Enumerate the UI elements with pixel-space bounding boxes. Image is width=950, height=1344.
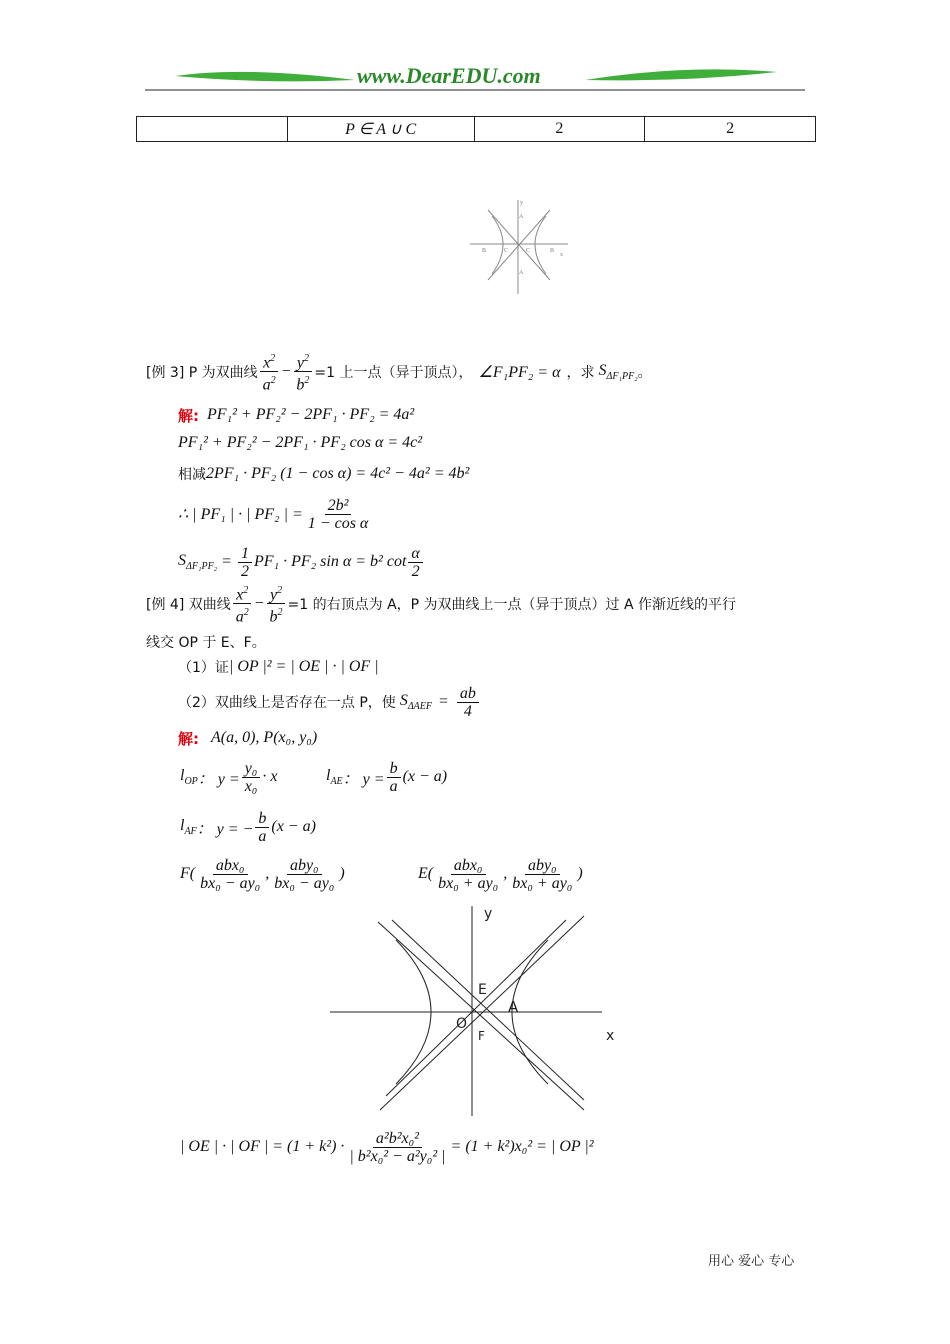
example3-line: [例 3] P 为双曲线 $\frac{x^2}{a^2}$ − $\frac{y^2}{b^2}$ =1 上一点（异于顶点）， ∠F₁PF₂ = α ，求 $S_{\Delta F_1PF_2}$ 。 bbox=[146, 350, 652, 394]
fig-label: O bbox=[456, 1016, 468, 1032]
fraction: $\frac{\text{abx₀}}{\text{bx₀ − ay₀}}$ bbox=[200, 856, 261, 892]
line-subscript: AF bbox=[184, 826, 197, 838]
question-2 bbox=[178, 682, 481, 722]
area-symbol: S bbox=[178, 551, 186, 569]
solution-label: 解: bbox=[178, 406, 199, 425]
comma: , bbox=[503, 865, 508, 882]
point-label: E( bbox=[418, 865, 434, 882]
fig-label: C bbox=[504, 248, 509, 254]
equation: 2PF₁ · PF₂ (1 − cos α) = 4c² − 4a² = 4b² bbox=[206, 465, 470, 482]
equation: ： y = bbox=[197, 770, 240, 788]
solution3 bbox=[178, 402, 469, 586]
fig-label: A bbox=[519, 270, 524, 276]
equation: PF₁² + PF₂² − 2PF₁ · PF₂ = 4a² bbox=[207, 406, 415, 423]
area-subscript: ΔF₁PF₂ bbox=[186, 561, 218, 573]
equation: ： y = bbox=[342, 770, 385, 788]
line-subscript: OP bbox=[184, 776, 198, 788]
logo-text: www.DearEDU.com bbox=[357, 63, 541, 88]
equation: = (1 + k²)x₀² = | OP |² bbox=[450, 1138, 594, 1155]
table-cell bbox=[137, 117, 288, 142]
example3-middle: =1 上一点（异于顶点）， bbox=[314, 364, 473, 381]
line-af bbox=[180, 806, 316, 848]
fig-label: A bbox=[519, 214, 524, 220]
fraction: $\frac{1}{2}$ bbox=[238, 545, 252, 580]
point-f bbox=[180, 852, 345, 896]
equation: PF₁ · PF₂ sin α = b² cot bbox=[253, 553, 407, 570]
table-cell: 2 bbox=[645, 117, 816, 142]
area-symbol: S bbox=[598, 361, 607, 379]
example3-angle: ∠F₁PF₂ = α bbox=[478, 363, 561, 381]
paren: ) bbox=[577, 865, 583, 882]
example3-end: 。 bbox=[637, 364, 652, 381]
fig-label: B bbox=[482, 248, 487, 254]
text: 相减 bbox=[178, 467, 206, 483]
line-symbol: l bbox=[180, 766, 185, 784]
fig-label: A bbox=[508, 998, 519, 1016]
fig-label: F bbox=[478, 1029, 485, 1043]
equals: = bbox=[221, 553, 232, 570]
fraction: $\frac{\text{y₀}}{\text{x₀}}$ bbox=[242, 760, 261, 795]
point-e bbox=[418, 852, 583, 896]
small-hyperbola-figure bbox=[468, 196, 572, 296]
hyperbola-figure bbox=[326, 900, 626, 1120]
fraction: $\frac{ab}{4}$ bbox=[457, 685, 479, 720]
point-label: F( bbox=[180, 865, 196, 882]
fig-label: y bbox=[520, 200, 523, 206]
paren: ) bbox=[339, 865, 345, 882]
area-subscript: ΔF₁PF₂ bbox=[606, 370, 638, 382]
fraction: $\frac{\text{2b²}}{\text{1 − cos α}}$ bbox=[307, 496, 369, 532]
table-row bbox=[136, 116, 816, 142]
example3-ask: ，求 bbox=[566, 364, 595, 381]
example4-prefix: [例 4] 双曲线 bbox=[146, 596, 231, 613]
solution4-header bbox=[178, 726, 317, 750]
equation: | OP |² = | OE | · | OF | bbox=[228, 658, 379, 675]
fraction: $\frac{b}{a}$ bbox=[255, 810, 269, 845]
line-symbol: l bbox=[180, 816, 185, 834]
line-op bbox=[180, 756, 277, 798]
comma: , bbox=[265, 865, 270, 882]
example4-line2: 线交 OP 于 E、F。 bbox=[146, 635, 266, 651]
fraction: $\frac{\text{aby₀}}{\text{bx₀ + ay₀}}$ bbox=[512, 856, 573, 892]
header-logo bbox=[145, 60, 805, 94]
fig-label: x bbox=[606, 1028, 615, 1044]
equation: ： y = − bbox=[196, 820, 254, 838]
line-ae bbox=[326, 756, 447, 798]
equation: ∴ | PF₁ | · | PF₂ | = bbox=[178, 506, 303, 523]
fraction: $\frac{\text{abx₀}}{\text{bx₀ + ay₀}}$ bbox=[438, 856, 499, 892]
fraction: $\frac{x^2}{a^2}$ bbox=[260, 350, 279, 394]
fig-label: C bbox=[526, 248, 531, 254]
equation: (x − a) bbox=[271, 818, 316, 835]
line-symbol: l bbox=[326, 766, 331, 784]
area-symbol: S bbox=[399, 691, 408, 709]
solution-label: 解: bbox=[178, 729, 199, 748]
equation: · x bbox=[262, 768, 278, 785]
fraction: $\frac{x^2}{a^2}$ bbox=[233, 582, 252, 626]
fig-label: B bbox=[550, 248, 555, 254]
fraction: $\frac{\text{aby₀}}{\text{bx₀ − ay₀}}$ bbox=[274, 856, 335, 892]
equation: PF₁² + PF₂² − 2PF₁ · PF₂ cos α = 4c² bbox=[178, 434, 423, 451]
example4-suffix: =1 的右顶点为 A，P 为双曲线上一点（异于顶点）过 A 作渐近线的平行 bbox=[287, 596, 737, 613]
final-equation bbox=[180, 1124, 594, 1170]
example4-line: [例 4] 双曲线 $\frac{x^2}{a^2}$ − $\frac{y^2}{b^2}$ =1 的右顶点为 A，P 为双曲线上一点（异于顶点）过 A 作渐近线的平行 bbox=[146, 582, 736, 626]
fig-label: E bbox=[478, 982, 487, 998]
fraction: $\frac{y^2}{b^2}$ bbox=[293, 350, 312, 394]
fraction: $\frac{b}{a}$ bbox=[387, 760, 401, 795]
table-cell: 2 bbox=[474, 117, 645, 142]
table-cell: P ∈ A ∪ C bbox=[287, 117, 474, 142]
fraction: $\frac{\text{a²b²x₀²}}{\text{| b²x₀² − a²y₀² |}}$ bbox=[349, 1129, 446, 1165]
line-subscript: AE bbox=[330, 776, 343, 788]
equation: A(a, 0), P(x₀, y₀) bbox=[211, 729, 318, 746]
fig-label: y bbox=[484, 906, 493, 922]
fraction: $\frac{y^2}{b^2}$ bbox=[267, 582, 286, 626]
question-label: （2）双曲线上是否存在一点 P，使 bbox=[178, 695, 396, 711]
area-subscript: ΔAEF bbox=[407, 701, 433, 713]
fraction: $\frac{\alpha}{2}$ bbox=[408, 545, 422, 580]
question-label: （1）证 bbox=[178, 660, 229, 676]
example3-prefix: [例 3] P 为双曲线 bbox=[146, 364, 258, 381]
equation: | OE | · | OF | = (1 + k²) · bbox=[180, 1138, 345, 1155]
equation: (x − a) bbox=[402, 768, 448, 785]
fig-label: x bbox=[560, 252, 563, 258]
footer-text: 用心 爱心 专心 bbox=[708, 1254, 795, 1269]
question-1 bbox=[178, 656, 379, 678]
equals: = bbox=[438, 693, 449, 710]
